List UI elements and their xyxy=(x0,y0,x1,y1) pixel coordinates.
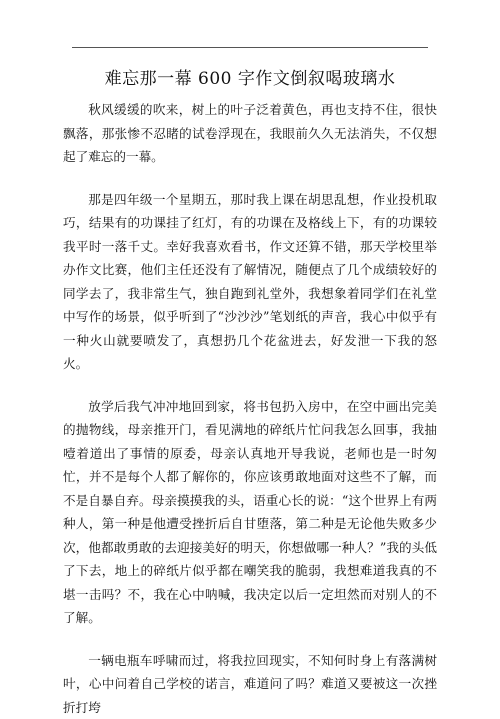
paragraph-1: 秋风缓缓的吹来，树上的叶子泛着黄色，再也支持不住，很快飘落，那张惨不忍睹的试卷浮现在，我眼前久久无法消失，不仅想起了难忘的一幕。 xyxy=(63,98,437,169)
header-divider xyxy=(72,47,428,48)
paragraph-4: 一辆电瓶车呼啸而过，将我拉回现实，不知何时身上有落满树叶，心中问着自己学校的诺言，难道问了吗？难道又要被这一次挫折打垮 xyxy=(63,649,437,719)
article-body xyxy=(63,98,437,719)
paragraph-3: 放学后我气冲冲地回到家，将书包扔入房中，在空中画出完美的抛物线，母亲推开门，看见满地的碎纸片忙问我怎么回事，我抽噎着道出了事情的原委，母亲认真地开导我说，老师也是一时匆忙，并不是每个人都了解你的，你应该勇敢地面对这些不了解，而不是自暴自弃。母亲摸摸我的头，语重心长的说：“这个世界上有两种人，第一种是他遭受挫折后自甘堕落，第二种是无论他失败多少次，他都敢勇敢的去迎接美好的明天，你想做哪一种人？”我的头低了下去，地上的碎纸片似乎都在嘲笑我的脆弱，我想难道我真的不堪一击吗？不，我在心中呐喊，我决定以后一定坦然而对别人的不了解。 xyxy=(63,395,437,630)
page-title: 难忘那一幕 600 字作文倒叙喝玻璃水 xyxy=(0,64,500,89)
paragraph-2: 那是四年级一个星期五，那时我上课在胡思乱想，作业投机取巧，结果有的功课挂了红灯，有的功课在及格线上下，有的功课较我平时一落千丈。幸好我喜欢看书，作文还算不错，那天学校里举办作文比赛，他们主任还没有了解情况，随便点了几个成绩较好的同学去了，我非常生气，独自跑到礼堂外，我想象着同学们在礼堂中写作的场景，似乎听到了“沙沙沙”笔划纸的声音，我心中似乎有一种火山就要喷发了，真想扔几个花盆进去，好发泄一下我的怒火。 xyxy=(63,188,437,376)
